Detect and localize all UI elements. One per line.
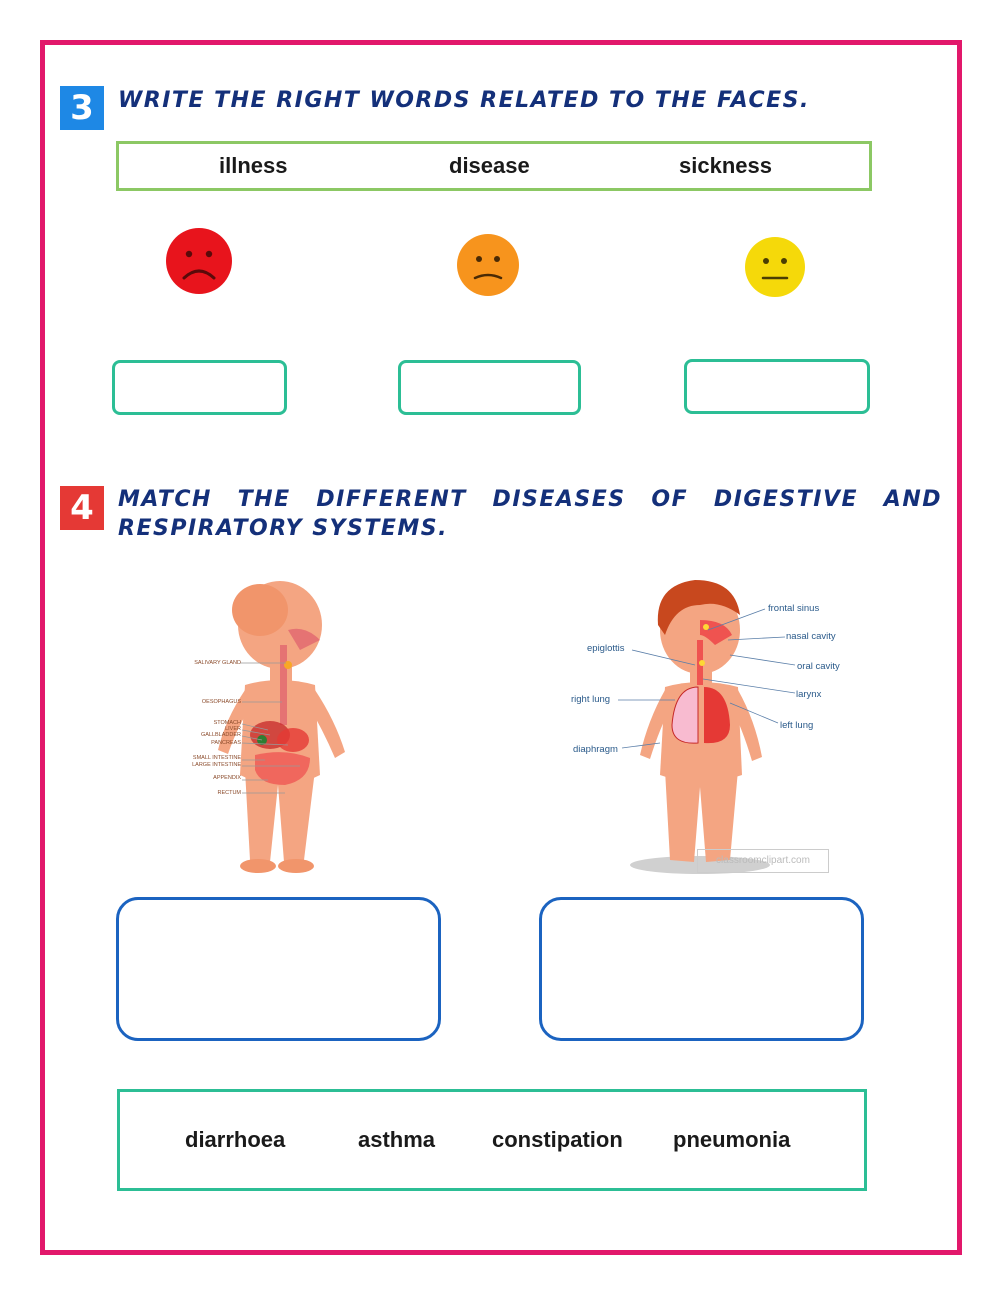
label-liver: LIVER bbox=[225, 726, 241, 732]
label-left-lung: left lung bbox=[780, 720, 814, 731]
label-right-lung: right lung bbox=[571, 694, 611, 705]
label-diaphragm: diaphragm bbox=[573, 744, 618, 755]
watermark: classroomclipart.com bbox=[697, 849, 829, 873]
neutral-face-icon bbox=[743, 235, 807, 299]
label-gallbladder: GALLBLADDER bbox=[200, 732, 241, 738]
word-asthma[interactable]: asthma bbox=[358, 1127, 436, 1152]
answer-box-yellow-face[interactable] bbox=[684, 359, 870, 414]
unhappy-face-icon bbox=[455, 232, 521, 298]
label-small-intestine: SMALL INTESTINE bbox=[192, 755, 241, 761]
label-rectum: RECTUM bbox=[217, 790, 241, 796]
word-illness[interactable]: illness bbox=[219, 153, 288, 178]
sad-face-icon bbox=[164, 226, 234, 296]
answer-box-orange-face[interactable] bbox=[398, 360, 581, 415]
label-frontal-sinus: frontal sinus bbox=[768, 603, 820, 614]
label-nasal-cavity: nasal cavity bbox=[786, 631, 836, 642]
word-disease[interactable]: disease bbox=[449, 153, 530, 178]
label-salivary-gland: SALIVARY GLAND bbox=[194, 660, 241, 666]
digestive-answer-box[interactable] bbox=[116, 897, 441, 1041]
word-bank-4 bbox=[117, 1089, 867, 1191]
word-bank-3 bbox=[116, 141, 872, 191]
answer-box-red-face[interactable] bbox=[112, 360, 287, 415]
label-appendix: APPENDIX bbox=[213, 775, 241, 781]
word-diarrhoea[interactable]: diarrhoea bbox=[185, 1127, 286, 1152]
section-3-title: WRITE THE RIGHT WORDS RELATED TO THE FACES. bbox=[118, 88, 810, 113]
respiratory-answer-box[interactable] bbox=[539, 897, 864, 1041]
label-stomach: STOMACH bbox=[213, 720, 241, 726]
label-large-intestine: LARGE INTESTINE bbox=[192, 762, 241, 768]
section-3-badge: 3 bbox=[60, 86, 104, 130]
label-oral-cavity: oral cavity bbox=[797, 661, 840, 672]
respiratory-labels bbox=[560, 595, 860, 765]
label-oesophagus: OESOPHAGUS bbox=[201, 699, 241, 705]
word-pneumonia[interactable]: pneumonia bbox=[673, 1127, 791, 1152]
word-sickness[interactable]: sickness bbox=[679, 153, 772, 178]
label-larynx: larynx bbox=[796, 689, 822, 700]
digestive-system-illustration bbox=[190, 580, 360, 880]
section-4-badge: 4 bbox=[60, 486, 104, 530]
section-4-title-line1: MATCH THE DIFFERENT DISEASES OF DIGESTIVE AND bbox=[118, 487, 942, 512]
word-constipation[interactable]: constipation bbox=[492, 1127, 623, 1152]
label-epiglottis: epiglottis bbox=[587, 643, 625, 654]
section-4-title-line2: RESPIRATORY SYSTEMS. bbox=[118, 516, 448, 541]
label-pancreas: PANCREAS bbox=[211, 740, 241, 746]
